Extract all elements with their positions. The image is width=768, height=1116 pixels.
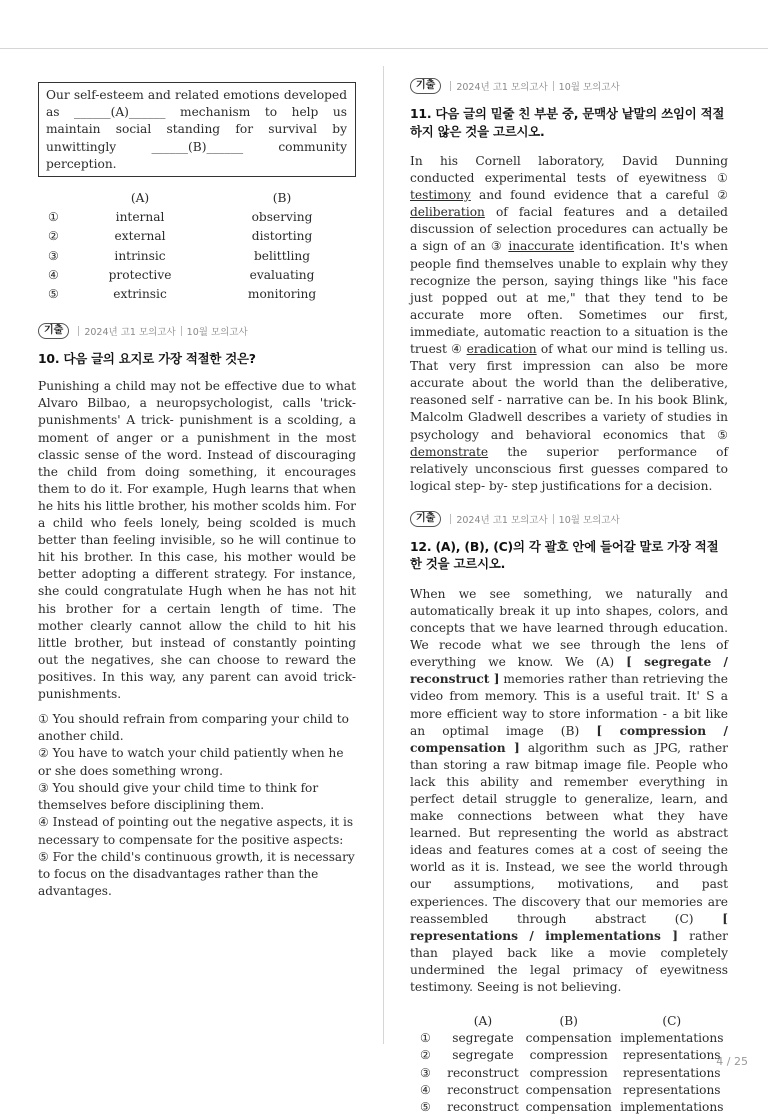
q11-source-row [410,78,728,94]
header-rule [0,48,768,49]
past-exam-badge: 기출 [410,511,441,527]
option-row[interactable]: ③ intrinsic belittling [48,248,311,263]
choice-1[interactable]: ① You should refrain from comparing your child to another child. [38,712,349,744]
past-exam-badge: 기출 [38,323,69,339]
exam-meta: 2024년 고1 모의고사 10월 모의고사 [445,79,619,93]
underlined-word-1: testimony [410,188,471,203]
q12-options-table [410,1012,728,1116]
question-12-title: 12. (A), (B), (C)의 각 괄호 안에 들어갈 말로 가장 적절한 것을 고르시오. [410,538,719,572]
option-row[interactable]: ④ protective evaluating [48,267,315,282]
left-column [38,82,356,900]
q12-source-row [410,511,728,527]
question-10-choices [38,711,356,900]
choice-2[interactable]: ② You have to watch your child patiently when he or she does something wrong. [38,746,344,778]
choice-3[interactable]: ③ You should give your child time to think for themselves before disciplining them. [38,780,319,813]
exam-meta: 2024년 고1 모의고사 10월 모의고사 [445,512,619,526]
underlined-word-5: demonstrate [410,444,489,459]
summary-text: Our self-esteem and related emotions developed as ______(A)______ mechanism to help us maintain social standing for survival by unwittingly ______(B)______ community perception. [46,88,347,171]
question-11-passage: In his Cornell laboratory, David Dunning conducted experimental tests of eyewitness ① testimony and found evidence that a careful ② deliberation of facial features and a detailed discussion of selection procedures can actually be a sign of an ③ inaccurate identification. It's when people find themselves unable to explain why they recognize the person, saying things like "his face just popped out at me," that they tend to be accurate more often. Sometimes our first, immediate, automatic reaction to a situation is the truest ④ eradication of what our mind is telling us. That very first impression can also be more accurate about the world than the deliberative, reasoned self - narrative can be. In his book Blink, Malcolm Gladwell describes a variety of studies in psychology and behavioral economics that ⑤ demonstrate the superior performance of relatively unconscious first guesses compared to logical step- by- step justifications for a decision. [410,154,728,493]
bracket-choice-b: [ compression / compensation ] [410,723,728,755]
question-10-title: 10. 다음 글의 요지로 가장 적절한 것은? [38,350,256,366]
option-row[interactable]: ② external distorting [48,229,313,244]
option-row[interactable]: ④ reconstruct compensation representations [420,1082,721,1097]
option-header-b: (B) [559,1013,578,1028]
past-exam-badge: 기출 [410,78,441,94]
right-column [410,78,728,1116]
option-header-c: (C) [662,1013,682,1028]
option-row[interactable]: ① internal observing [48,209,313,224]
bracket-choice-c: [ representations / implementations ] [410,911,728,943]
option-header-b: (B) [272,190,292,205]
bracket-choice-a: [ segregate / reconstruct ] [410,655,728,687]
q9-options-table [38,188,356,304]
page-number: 4 / 25 [716,1055,748,1068]
exam-meta: 2024년 고1 모의고사 10월 모의고사 [73,324,247,338]
underlined-word-2: deliberation [410,205,485,220]
choice-4[interactable]: ④ Instead of pointing out the negative aspects, it is necessary to compensate for the positive aspects: [38,815,354,847]
summary-box [38,82,356,177]
question-11-title: 11. 다음 글의 밑줄 친 부분 중, 문맥상 낱말의 쓰임이 적절하지 않은 것을 고르시오. [410,106,725,139]
option-row[interactable]: ⑤ extrinsic monitoring [48,287,317,302]
underlined-word-4: eradication [466,342,537,357]
option-row[interactable]: ② segregate compression representations [420,1048,721,1063]
underlined-word-3: inaccurate [508,239,575,254]
option-row[interactable]: ① segregate compensation implementations [420,1031,724,1046]
option-header-a: (A) [473,1013,493,1028]
option-row[interactable]: ③ reconstruct compression representations [420,1065,721,1080]
q10-source-row [38,323,356,339]
choice-5[interactable]: ⑤ For the child's continuous growth, it is necessary to focus on the disadvantages rather than the advantages. [38,849,355,899]
option-header-a: (A) [130,190,150,205]
column-divider [383,66,384,1044]
question-10-passage: Punishing a child may not be effective due to what Alvaro Bilbao, a neuropsychologist, calls 'trick- punishments' A trick- punishment is a scolding, a moment of anger or a punishment in the most classic sense of the word. Instead of discouraging the child from doing something, it encourages them to do it. For example, Hugh learns that when he hits his little brother, his mother scolds him. For a child who feels lonely, being scolded is much better than feeling invisible, so he will continue to hit his brother. In this case, his mother would be better adopting a different strategy. For instance, she could congratulate Hugh when he has not hit his brother for a certain length of time. The mother clearly cannot allow the child to hit his little brother, but instead of constantly pointing out the negatives, she can choose to reward the positives. In this way, any parent can avoid trick- punishments. [38,379,356,701]
question-12-passage: When we see something, we naturally and automatically break it up into shapes, colors, and concepts that we have learned through education. We recode what we see through the lens of everything we know. We (A) [ segregate / reconstruct ] memories rather than retrieving the video from memory. This is a useful trait. It' S a more efficient way to store information - a bit like an optimal image (B) [ compression / compensation ] algorithm such as JPG, rather than storing a raw bitmap image file. People who lack this ability and remember everything in perfect detail struggle to generalize, learn, and make connections between what they have learned. But representing the world as abstract ideas and features comes at a cost of seeing the world as it is. Instead, we see the world through our assumptions, motivations, and past experiences. The discovery that our memories are reassembled through abstract (C) [ representations / implementations ] rather than played back like a movie completely undermined the legal primacy of eyewitness testimony. Seeing is not believing. [410,586,729,995]
option-row[interactable]: ⑤ reconstruct compensation implementations [420,1100,724,1115]
